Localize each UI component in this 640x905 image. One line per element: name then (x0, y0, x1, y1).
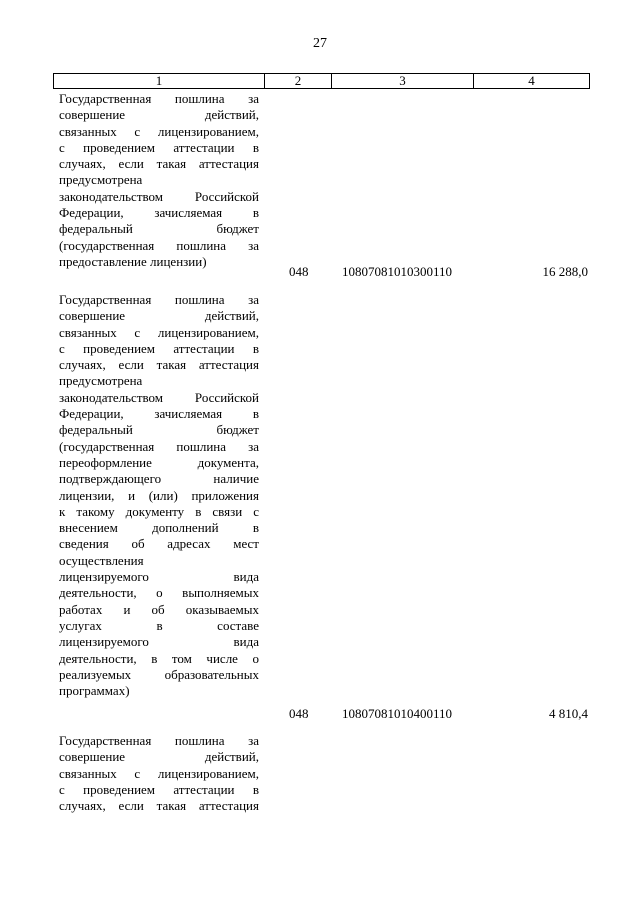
description-line: Государственная пошлина за (59, 733, 259, 748)
description-line: случаях, если такая аттестация (59, 798, 259, 814)
description-line: предоставление лицензии) (59, 253, 207, 269)
description-line: (государственная пошлина за (59, 438, 259, 454)
description-line: с проведением аттестации в (59, 340, 259, 356)
description-line: сведения об адресах мест (59, 536, 259, 552)
row-description (59, 733, 259, 814)
column-header-4: 4 (528, 73, 535, 88)
description-line: лицензируемого вида (59, 569, 259, 585)
description-line: случаях, если такая аттестация (59, 357, 259, 373)
admin-code: 048 (289, 706, 309, 721)
description-line: программах) (59, 683, 130, 699)
description-line: с проведением аттестации в (59, 139, 259, 155)
description-line: законодательством Российской (59, 188, 259, 204)
description-line: (государственная пошлина за (59, 237, 259, 253)
admin-code: 048 (289, 264, 309, 279)
description-line: федеральный бюджет (59, 221, 259, 237)
description-line: с проведением аттестации в (59, 781, 259, 797)
description-line: реализуемых образовательных (59, 666, 259, 682)
description-line: предусмотрена (59, 172, 143, 188)
description-line: федеральный бюджет (59, 422, 259, 438)
column-header-3: 3 (332, 74, 474, 88)
page-number: 27 (313, 36, 327, 51)
description-line: Государственная пошлина за (59, 91, 259, 106)
column-header-1: 1 (54, 74, 265, 88)
description-line: совершение действий, (59, 749, 259, 765)
description-line: работах и об оказываемых (59, 601, 259, 617)
description-line: Государственная пошлина за (59, 292, 259, 307)
description-line: связанных с лицензированием, (59, 123, 259, 139)
description-line: совершение действий, (59, 107, 259, 123)
description-line: Федерации, зачисляемая в (59, 205, 259, 221)
description-line: переоформление документа, (59, 454, 259, 470)
description-line: связанных с лицензированием, (59, 765, 259, 781)
budget-classification-code: 10807081010400110 (342, 706, 453, 721)
description-line: лицензии, и (или) приложения (59, 487, 259, 503)
description-line: лицензируемого вида (59, 634, 259, 650)
description-line: предусмотрена (59, 373, 143, 389)
description-line: деятельности, в том числе о (59, 650, 259, 666)
row-description (59, 91, 259, 270)
budget-classification-code: 10807081010300110 (342, 264, 453, 279)
table-header-row (53, 73, 590, 89)
amount-value: 4 810,4 (549, 706, 588, 721)
description-line: совершение действий, (59, 308, 259, 324)
description-line: услугах в составе (59, 617, 259, 633)
column-header-2: 2 (265, 74, 332, 88)
description-line: Федерации, зачисляемая в (59, 406, 259, 422)
description-line: случаях, если такая аттестация (59, 156, 259, 172)
row-description (59, 292, 259, 699)
description-line: законодательством Российской (59, 389, 259, 405)
description-line: подтверждающего наличие (59, 471, 259, 487)
description-line: связанных с лицензированием, (59, 324, 259, 340)
description-line: осуществления (59, 552, 144, 568)
description-line: внесением дополнений в (59, 520, 259, 536)
description-line: к такому документу в связи с (59, 503, 259, 519)
description-line: деятельности, о выполняемых (59, 585, 259, 601)
amount-value: 16 288,0 (542, 264, 588, 279)
